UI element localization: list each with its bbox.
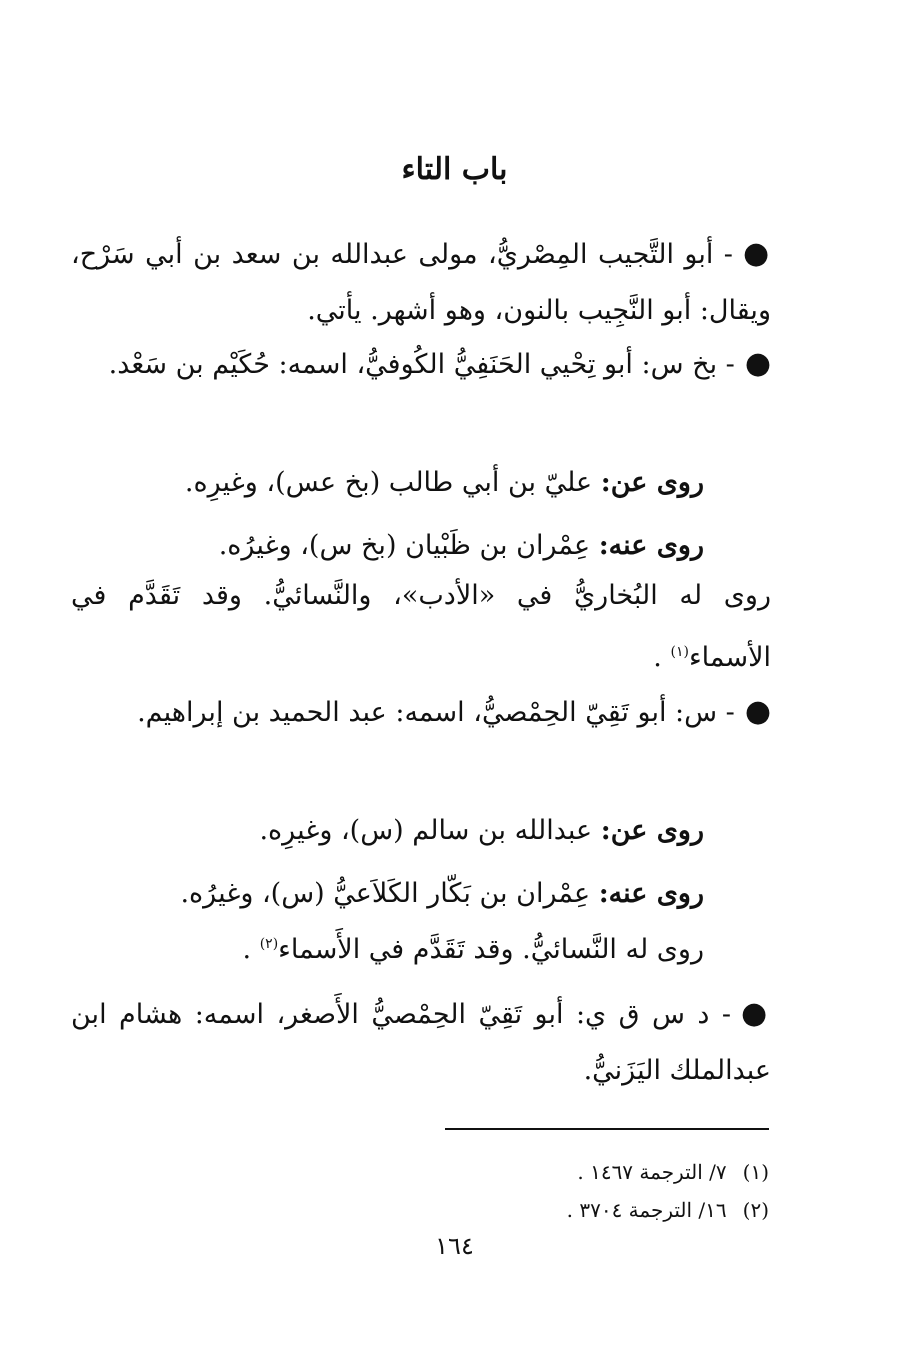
value: عِمْران بن بَكّار الكَلاَعيُّ (س)، وغيرُه. — [180, 878, 591, 909]
value: روى له البُخاريُّ في «الأدب»، والنَّسائيُّ. وقد تَقَدَّم في الأسماء — [71, 580, 771, 673]
page-number: ١٦٤ — [435, 1232, 474, 1260]
footnote-text: ٧/ الترجمة ١٤٦٧ . — [577, 1160, 727, 1184]
label: روى عنه: — [598, 530, 704, 561]
entry-4 — [71, 986, 771, 1099]
entry-3-rawa-an — [74, 803, 704, 859]
value: روى له النَّسائيُّ. وقد تَقَدَّم في الأَسماء — [278, 934, 704, 965]
footnote-2 — [567, 1194, 769, 1226]
bullet-icon: ● — [744, 346, 771, 381]
entry-text: - أبو التَّجيب المِصْريُّ، مولى عبدالله بن سعد بن أبي سَرْح، ويقال: أبو النَّجِيب بالنون، وهو أشهر. يأتي. — [71, 239, 771, 326]
footnote-1 — [577, 1156, 769, 1188]
entry-2-rawa-an — [74, 455, 704, 511]
entry-text: - س: أبو تَقِيّ الحِمْصيُّ، اسمه: عبد الحميد بن إبراهيم. — [137, 697, 735, 728]
entry-1 — [71, 226, 771, 339]
footnote-divider — [445, 1128, 769, 1130]
entry-3-rawa-lahu: روى له النَّسائيُّ. وقد تَقَدَّم في الأَسماء$^{(٢)}$ . — [242, 934, 704, 965]
entry-3-rawa-anhu — [74, 866, 704, 922]
entry-3 — [71, 684, 771, 741]
value: عبدالله بن سالم (س)، وغيرِه. — [259, 815, 593, 846]
label: روى عن: — [600, 467, 704, 498]
footnote-number: (٢) — [742, 1198, 769, 1222]
bullet-icon: ● — [744, 694, 771, 729]
label: روى عنه: — [598, 878, 704, 909]
footnote-number: (١) — [742, 1160, 769, 1184]
footnote-text: ١٦/ الترجمة ٣٧٠٤ . — [566, 1198, 727, 1222]
entry-2 — [71, 336, 771, 393]
entry-text: - د س ق ي: أبو تَقِيّ الحِمْصيُّ الأَصغر، اسمه: هشام ابن عبدالملك اليَزَنيُّ. — [71, 999, 771, 1086]
footnote-ref: (١) — [670, 644, 689, 660]
entry-2-rawa-anhu — [74, 518, 704, 574]
label: روى عن: — [600, 815, 704, 846]
value: عليّ بن أبي طالب (بخ عس)، وغيرِه. — [184, 467, 593, 498]
bullet-icon: ● — [740, 996, 771, 1031]
section-title: باب التاء — [401, 152, 508, 187]
entry-2-rawa-lahu: روى له البُخاريُّ في «الأدب»، والنَّسائيُّ. وقد تَقَدَّم في الأسماء$^{(١)}$ . — [71, 580, 771, 673]
value: عِمْران بن ظَبْيان (بخ س)، وغيرُه. — [218, 530, 591, 561]
entry-text: - بخ س: أبو تِحْيي الحَنَفِيُّ الكُوفيُّ، اسمه: حُكَيْم بن سَعْد. — [108, 349, 735, 380]
bullet-icon: ● — [742, 236, 771, 271]
footnote-ref: (٢) — [259, 936, 279, 952]
